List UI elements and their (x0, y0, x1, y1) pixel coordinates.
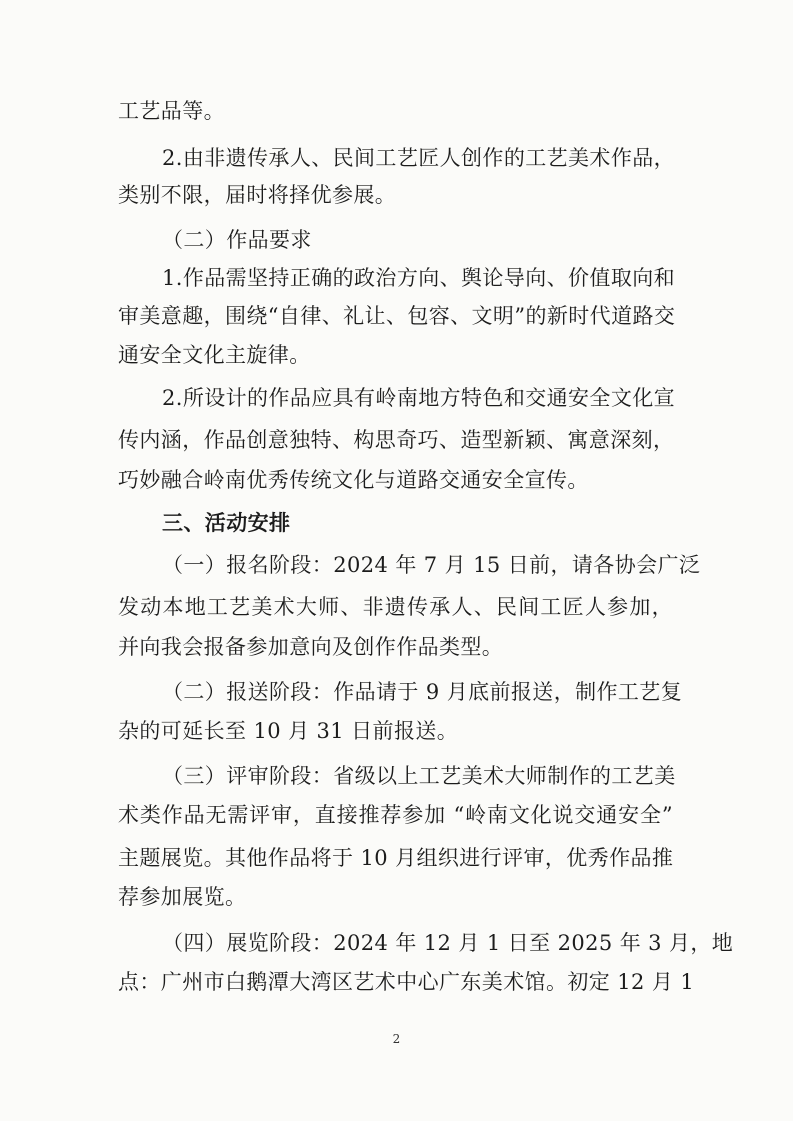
text-line: 2.所设计的作品应具有岭南地方特色和交通安全文化宣 (162, 386, 676, 410)
text-line: 通安全文化主旋律。 (118, 343, 311, 367)
text-line: 主题展览。其他作品将于 10 月组织进行评审，优秀作品推 (118, 846, 674, 870)
text-line: 审美意趣，围绕“自律、礼让、包容、文明”的新时代道路交 (118, 304, 676, 328)
section-heading: 三、活动安排 (162, 510, 291, 535)
text-line: 并向我会报备参加意向及创作作品类型。 (118, 635, 504, 659)
text-line: 杂的可延长至 10 月 31 日前报送。 (118, 719, 459, 743)
text-line: 巧妙融合岭南优秀传统文化与道路交通安全宣传。 (118, 468, 589, 492)
text-line: 工艺品等。 (118, 99, 225, 123)
text-line: 2.由非遗传承人、民间工艺匠人创作的工艺美术作品， (162, 146, 676, 170)
text-line: （一）报名阶段：2024 年 7 月 15 日前，请各协会广泛 (162, 553, 701, 577)
text-line: （三）评审阶段：省级以上工艺美术大师制作的工艺美 (162, 764, 676, 788)
text-line: 传内涵，作品创意独特、构思奇巧、造型新颖、寓意深刻， (118, 428, 675, 452)
text-line: 术类作品无需评审，直接推荐参加 “岭南文化说交通安全” (118, 803, 673, 827)
text-line: （二）报送阶段：作品请于 9 月底前报送，制作工艺复 (162, 680, 683, 704)
text-line: 类别不限，届时将择优参展。 (118, 183, 397, 207)
text-line: （四）展览阶段：2024 年 12 月 1 日至 2025 年 3 月，地 (162, 931, 734, 955)
text-line: 发动本地工艺美术大师、非遗传承人、民间工匠人参加， (118, 595, 673, 619)
page-number: 2 (392, 1032, 401, 1046)
text-line: 荐参加展览。 (118, 885, 247, 909)
text-line: 1.作品需坚持正确的政治方向、舆论导向、价值取向和 (162, 266, 676, 290)
section-heading: （二）作品要求 (162, 228, 312, 252)
text-line: 点：广州市白鹅潭大湾区艺术中心广东美术馆。初定 12 月 1 (118, 970, 695, 994)
